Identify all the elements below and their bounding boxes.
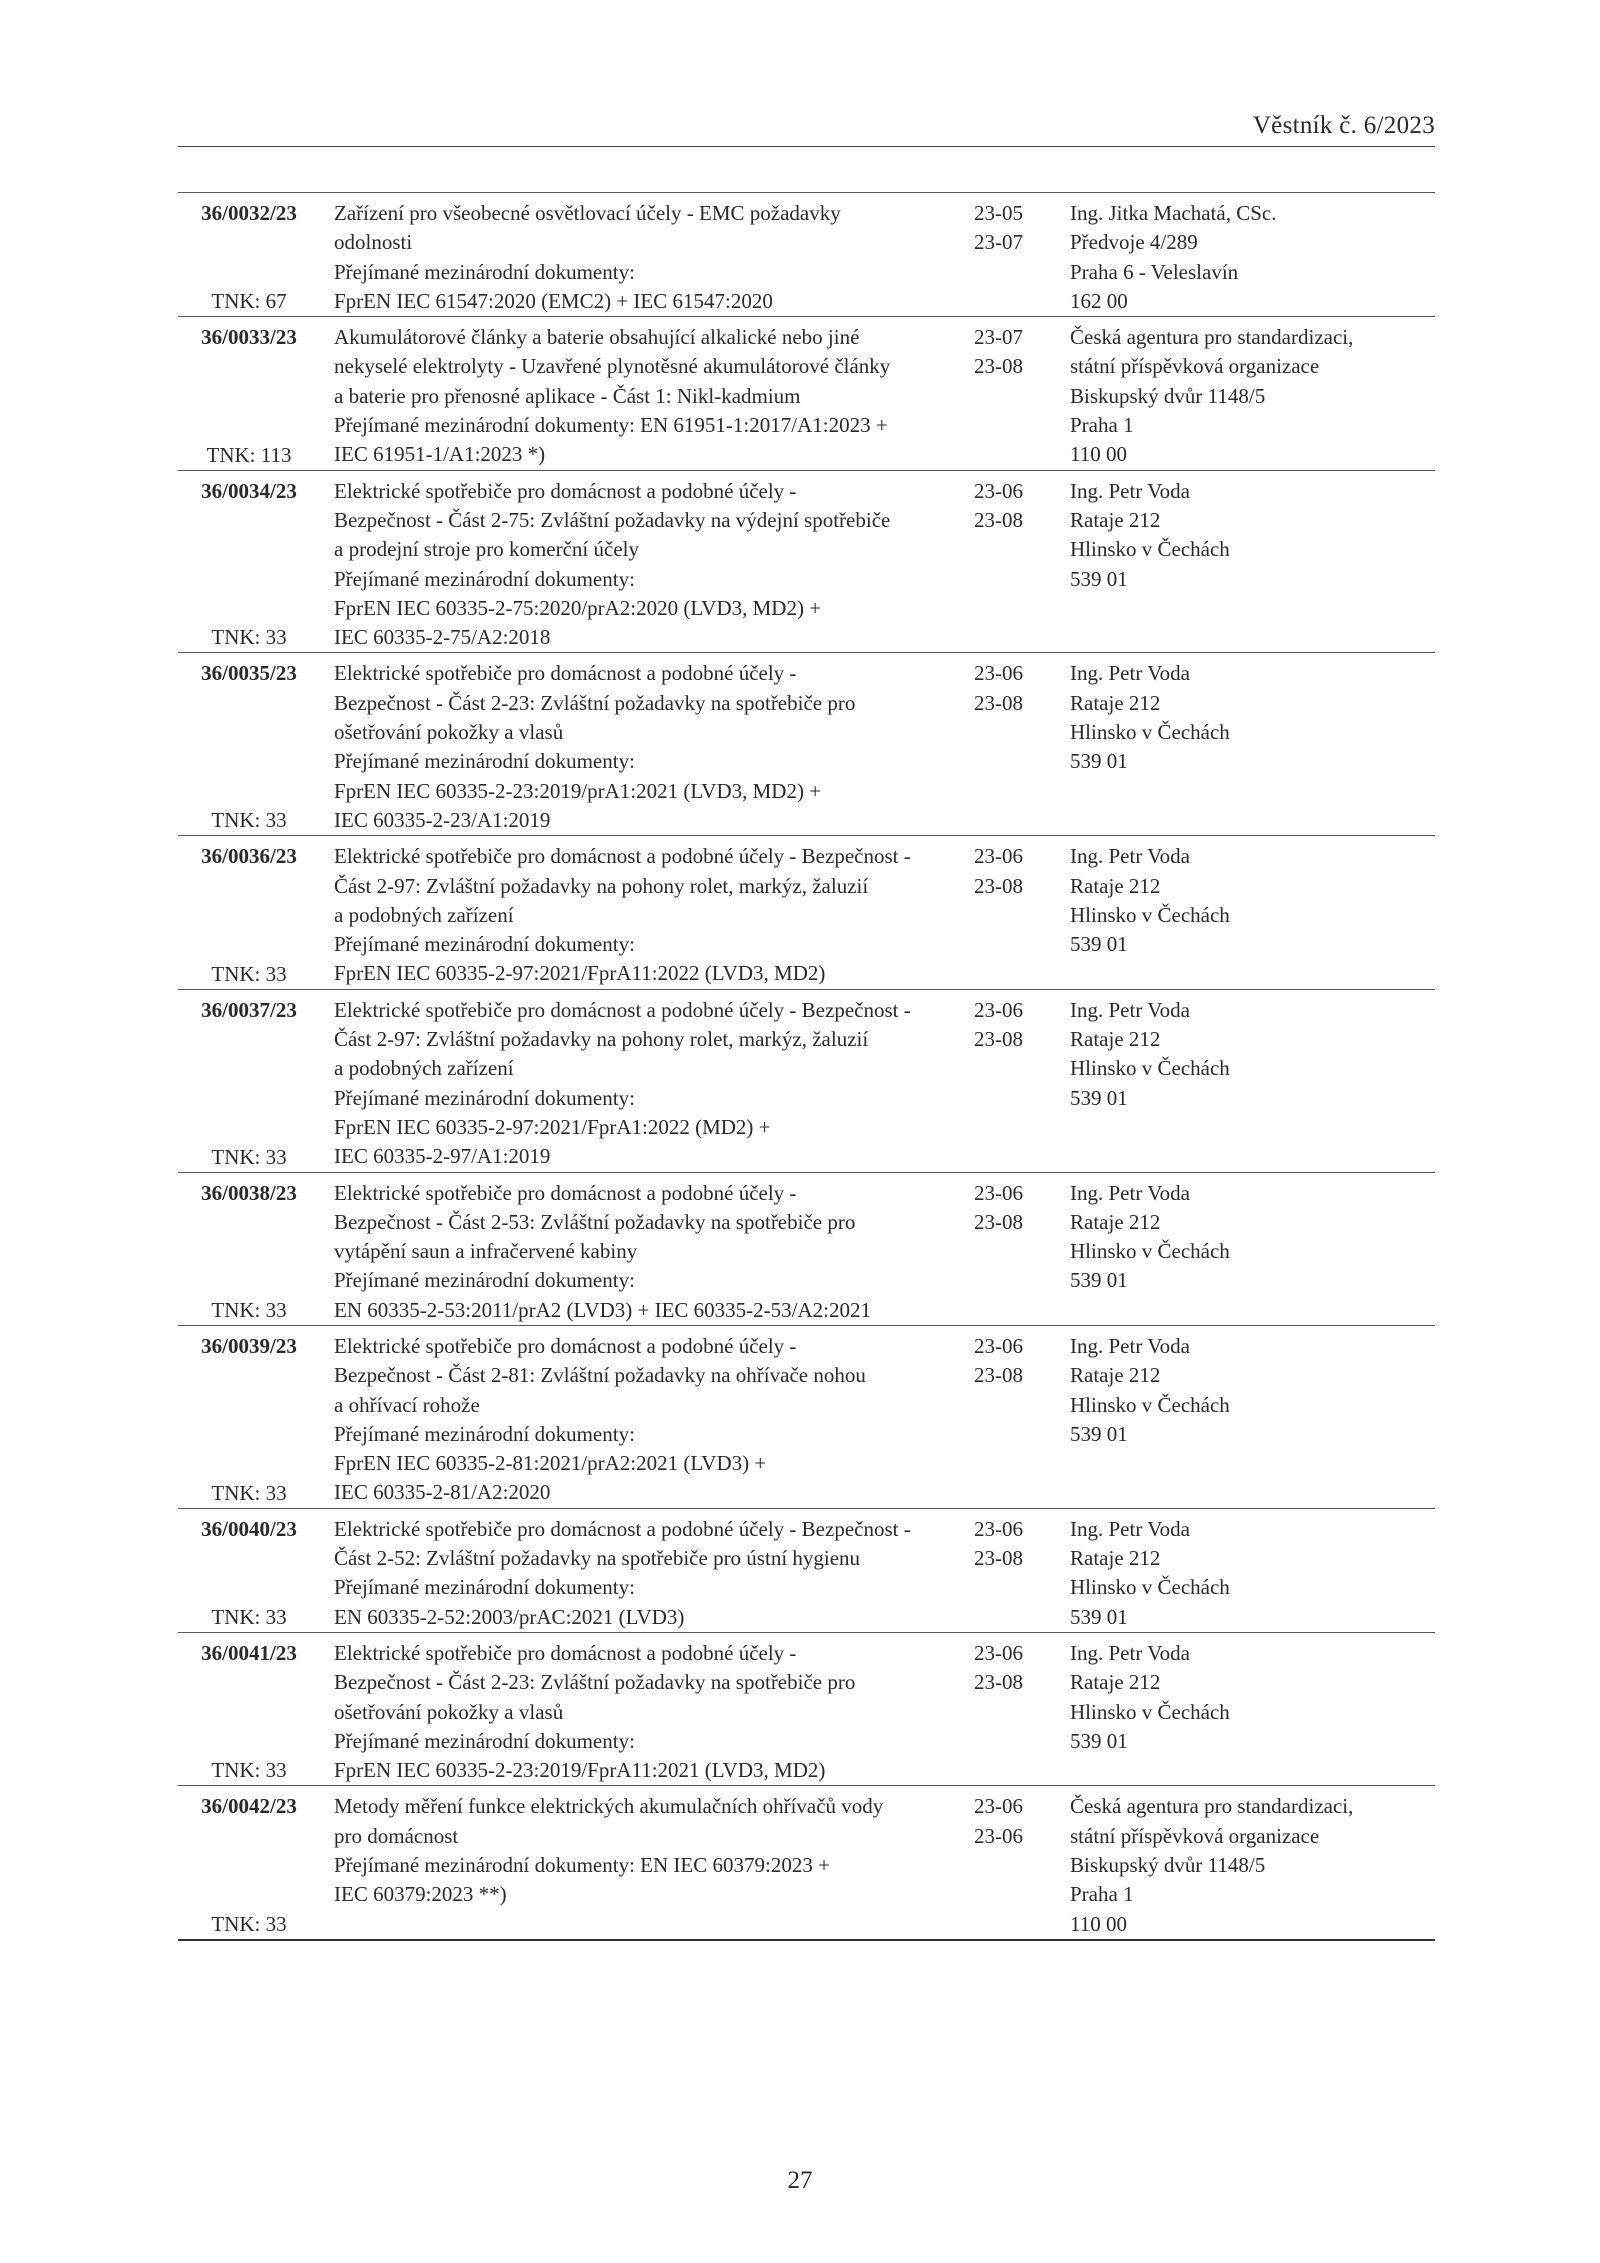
title-line: FprEN IEC 60335-2-97:2021/FprA11:2022 (LVD3, MD2) (334, 961, 826, 986)
address-line: Biskupský dvůr 1148/5 (1070, 1853, 1266, 1878)
tnk-number: TNK: 113 (206, 442, 292, 467)
row-id-cell (178, 842, 308, 988)
table-row (178, 1633, 1435, 1786)
address-line: Praha 1 (1070, 1882, 1134, 1907)
date-line: 23-08 (974, 1027, 1023, 1052)
date-line: 23-08 (974, 507, 1023, 532)
title-line: Elektrické spotřebiče pro domácnost a podobné účely - (334, 661, 797, 686)
table-row (178, 471, 1435, 654)
title-line: FprEN IEC 60335-2-97:2021/FprA1:2022 (MD2) + (334, 1114, 771, 1139)
date-line: 23-06 (974, 844, 1023, 869)
title-line: Elektrické spotřebiče pro domácnost a podobné účely - Bezpečnost - (334, 844, 911, 869)
date-line: 23-06 (974, 1180, 1023, 1205)
title-cell (308, 1639, 974, 1785)
dates-cell (974, 1792, 1064, 1938)
address-cell (1064, 199, 1435, 316)
address-cell (1064, 477, 1435, 653)
title-line: Přejímané mezinárodní dokumenty: (334, 749, 635, 774)
address-line: 539 01 (1070, 1421, 1128, 1446)
title-line: Bezpečnost - Část 2-23: Zvláštní požadavky na spotřebiče pro (334, 1670, 856, 1695)
table-row (178, 836, 1435, 989)
page-header (178, 112, 1435, 147)
title-line: IEC 60335-2-81/A2:2020 (334, 1480, 551, 1505)
project-number: 36/0033/23 (201, 325, 297, 350)
project-number: 36/0037/23 (201, 997, 297, 1022)
address-line: Hlinsko v Čechách (1070, 1392, 1230, 1417)
date-line: 23-08 (974, 354, 1023, 379)
title-line: Elektrické spotřebiče pro domácnost a podobné účely - Bezpečnost - (334, 1516, 911, 1541)
date-line: 23-08 (974, 1209, 1023, 1234)
address-line: 539 01 (1070, 932, 1128, 957)
project-number: 36/0042/23 (201, 1794, 297, 1819)
project-number: 36/0041/23 (201, 1640, 297, 1665)
date-line: 23-06 (974, 1640, 1023, 1665)
project-number: 36/0034/23 (201, 478, 297, 503)
title-line: FprEN IEC 60335-2-23:2019/prA1:2021 (LVD3, MD2) + (334, 778, 822, 803)
date-line: 23-06 (974, 661, 1023, 686)
dates-cell (974, 1179, 1064, 1325)
title-line: IEC 60335-2-75/A2:2018 (334, 625, 551, 650)
table-row (178, 990, 1435, 1173)
address-line: Rataje 212 (1070, 690, 1161, 715)
address-cell (1064, 1332, 1435, 1508)
address-line: Česká agentura pro standardizaci, (1070, 1794, 1354, 1819)
address-line: Hlinsko v Čechách (1070, 537, 1230, 562)
address-line: Praha 6 - Veleslavín (1070, 259, 1239, 284)
title-line: Akumulátorové články a baterie obsahující alkalické nebo jiné (334, 325, 860, 350)
address-line: 539 01 (1070, 1604, 1128, 1629)
tnk-number: TNK: 67 (211, 289, 287, 314)
address-line: státní příspěvková organizace (1070, 1823, 1320, 1848)
address-cell (1064, 1179, 1435, 1325)
address-cell (1064, 1515, 1435, 1632)
address-line: Rataje 212 (1070, 507, 1161, 532)
address-line: Rataje 212 (1070, 873, 1161, 898)
dates-cell (974, 323, 1064, 469)
address-line: Ing. Petr Voda (1070, 478, 1190, 503)
row-id-cell (178, 996, 308, 1172)
address-cell (1064, 996, 1435, 1172)
address-line: Rataje 212 (1070, 1027, 1161, 1052)
address-line: Hlinsko v Čechách (1070, 1575, 1230, 1600)
project-number: 36/0038/23 (201, 1180, 297, 1205)
title-line: Přejímané mezinárodní dokumenty: (334, 1421, 635, 1446)
title-line: FprEN IEC 60335-2-23:2019/FprA11:2021 (LVD3, MD2) (334, 1758, 826, 1783)
address-cell (1064, 842, 1435, 988)
address-line: 539 01 (1070, 1268, 1128, 1293)
dates-cell (974, 1639, 1064, 1785)
address-line: Hlinsko v Čechách (1070, 1699, 1230, 1724)
address-line: Hlinsko v Čechách (1070, 1239, 1230, 1264)
address-cell (1064, 659, 1435, 835)
tnk-number: TNK: 33 (211, 1604, 287, 1629)
row-id-cell (178, 1515, 308, 1632)
address-line: Biskupský dvůr 1148/5 (1070, 383, 1266, 408)
row-id-cell (178, 477, 308, 653)
date-line: 23-08 (974, 1363, 1023, 1388)
title-line: Část 2-97: Zvláštní požadavky na pohony rolet, markýz, žaluzií (334, 1027, 869, 1052)
date-line: 23-06 (974, 1823, 1023, 1848)
address-line: 110 00 (1070, 442, 1127, 467)
address-line: Hlinsko v Čechách (1070, 1056, 1230, 1081)
title-line: Přejímané mezinárodní dokumenty: (334, 1085, 635, 1110)
row-id-cell (178, 199, 308, 316)
date-line: 23-07 (974, 325, 1023, 350)
title-line: vytápění saun a infračervené kabiny (334, 1239, 638, 1264)
tnk-number: TNK: 33 (211, 1480, 287, 1505)
date-line: 23-07 (974, 230, 1023, 255)
address-line: Ing. Petr Voda (1070, 1180, 1190, 1205)
title-line: IEC 61951-1/A1:2023 *) (334, 442, 546, 467)
title-cell (308, 1332, 974, 1508)
address-line: Ing. Petr Voda (1070, 1640, 1190, 1665)
tnk-number: TNK: 33 (211, 1758, 287, 1783)
title-line: FprEN IEC 61547:2020 (EMC2) + IEC 61547:2020 (334, 288, 773, 313)
title-line: IEC 60379:2023 **) (334, 1882, 507, 1907)
title-line: Část 2-97: Zvláštní požadavky na pohony rolet, markýz, žaluzií (334, 873, 869, 898)
title-line: Bezpečnost - Část 2-23: Zvláštní požadavky na spotřebiče pro (334, 690, 856, 715)
title-line: FprEN IEC 60335-2-75:2020/prA2:2020 (LVD3, MD2) + (334, 595, 822, 620)
dates-cell (974, 659, 1064, 835)
address-line: Hlinsko v Čechách (1070, 902, 1230, 927)
title-cell (308, 1515, 974, 1632)
address-line: Ing. Petr Voda (1070, 1516, 1190, 1541)
title-line: EN 60335-2-53:2011/prA2 (LVD3) + IEC 60335-2-53/A2:2021 (334, 1297, 871, 1322)
title-line: ošetřování pokožky a vlasů (334, 1699, 564, 1724)
title-line: Přejímané mezinárodní dokumenty: (334, 932, 635, 957)
title-line: nekyselé elektrolyty - Uzavřené plynotěsné akumulátorové články (334, 354, 891, 379)
page-number: 27 (787, 2167, 813, 2194)
date-line: 23-06 (974, 1516, 1023, 1541)
address-line: Předvoje 4/289 (1070, 230, 1198, 255)
table-row (178, 1173, 1435, 1326)
title-line: Metody měření funkce elektrických akumulačních ohřívačů vody (334, 1794, 884, 1819)
title-line: Část 2-52: Zvláštní požadavky na spotřebiče pro ústní hygienu (334, 1546, 861, 1571)
title-line: Přejímané mezinárodní dokumenty: (334, 259, 635, 284)
dates-cell (974, 1332, 1064, 1508)
title-line: Elektrické spotřebiče pro domácnost a podobné účely - (334, 1640, 797, 1665)
title-line: a podobných zařízení (334, 902, 514, 927)
project-number: 36/0035/23 (201, 661, 297, 686)
tnk-number: TNK: 33 (211, 1911, 287, 1936)
title-line: EN 60335-2-52:2003/prAC:2021 (LVD3) (334, 1604, 685, 1629)
address-line: Rataje 212 (1070, 1546, 1161, 1571)
address-line: 110 00 (1070, 1911, 1127, 1936)
row-id-cell (178, 1792, 308, 1938)
title-line: a ohřívací rohože (334, 1392, 480, 1417)
tnk-number: TNK: 33 (211, 625, 287, 650)
address-cell (1064, 1639, 1435, 1785)
address-line: 539 01 (1070, 1085, 1128, 1110)
address-line: státní příspěvková organizace (1070, 354, 1320, 379)
title-line: a podobných zařízení (334, 1056, 514, 1081)
title-line: Přejímané mezinárodní dokumenty: (334, 566, 635, 591)
title-line: Přejímané mezinárodní dokumenty: (334, 1728, 635, 1753)
row-id-cell (178, 659, 308, 835)
project-number: 36/0036/23 (201, 844, 297, 869)
title-line: ošetřování pokožky a vlasů (334, 720, 564, 745)
title-line: Přejímané mezinárodní dokumenty: (334, 1575, 635, 1600)
date-line: 23-05 (974, 201, 1023, 225)
project-number: 36/0032/23 (201, 201, 297, 225)
dates-cell (974, 477, 1064, 653)
address-line: Ing. Petr Voda (1070, 997, 1190, 1022)
standards-table (178, 192, 1435, 1941)
table-row (178, 1509, 1435, 1633)
date-line: 23-08 (974, 1670, 1023, 1695)
dates-cell (974, 996, 1064, 1172)
address-line: Ing. Jitka Machatá, CSc. (1070, 201, 1277, 225)
title-line: IEC 60335-2-97/A1:2019 (334, 1144, 551, 1169)
address-line: Rataje 212 (1070, 1209, 1161, 1234)
title-cell (308, 842, 974, 988)
date-line: 23-06 (974, 478, 1023, 503)
title-line: Elektrické spotřebiče pro domácnost a podobné účely - Bezpečnost - (334, 997, 911, 1022)
row-id-cell (178, 1639, 308, 1785)
title-cell (308, 1179, 974, 1325)
title-line: Bezpečnost - Část 2-81: Zvláštní požadavky na ohřívače nohou (334, 1363, 866, 1388)
title-cell (308, 996, 974, 1172)
row-id-cell (178, 1332, 308, 1508)
address-line: Rataje 212 (1070, 1363, 1161, 1388)
date-line: 23-06 (974, 1794, 1023, 1819)
title-line: Přejímané mezinárodní dokumenty: EN 61951-1:2017/A1:2023 + (334, 413, 888, 438)
address-line: Česká agentura pro standardizaci, (1070, 325, 1354, 350)
address-line: Hlinsko v Čechách (1070, 720, 1230, 745)
table-row (178, 653, 1435, 836)
table-row (178, 193, 1435, 317)
address-line: Praha 1 (1070, 413, 1134, 438)
title-line: odolnosti (334, 230, 413, 255)
address-line: 539 01 (1070, 749, 1128, 774)
date-line: 23-06 (974, 997, 1023, 1022)
project-number: 36/0039/23 (201, 1333, 297, 1358)
title-line: pro domácnost (334, 1823, 459, 1848)
title-line: IEC 60335-2-23/A1:2019 (334, 807, 551, 832)
date-line: 23-08 (974, 690, 1023, 715)
date-line: 23-08 (974, 873, 1023, 898)
tnk-number: TNK: 33 (211, 1297, 287, 1322)
address-line: Rataje 212 (1070, 1670, 1161, 1695)
title-line: Elektrické spotřebiče pro domácnost a podobné účely - (334, 1333, 797, 1358)
address-cell (1064, 323, 1435, 469)
address-line: 539 01 (1070, 1728, 1128, 1753)
title-cell (308, 1792, 974, 1938)
row-id-cell (178, 323, 308, 469)
address-line: Ing. Petr Voda (1070, 844, 1190, 869)
table-row (178, 317, 1435, 470)
title-cell (308, 659, 974, 835)
title-cell (308, 323, 974, 469)
title-line: a baterie pro přenosné aplikace - Část 1: Nikl-kadmium (334, 383, 801, 408)
title-line: Elektrické spotřebiče pro domácnost a podobné účely - (334, 1180, 797, 1205)
tnk-number: TNK: 33 (211, 1144, 287, 1169)
dates-cell (974, 1515, 1064, 1632)
title-line: Přejímané mezinárodní dokumenty: (334, 1268, 635, 1293)
date-line: 23-08 (974, 1546, 1023, 1571)
address-line: Ing. Petr Voda (1070, 1333, 1190, 1358)
dates-cell (974, 199, 1064, 316)
tnk-number: TNK: 33 (211, 961, 287, 986)
title-line: FprEN IEC 60335-2-81:2021/prA2:2021 (LVD3) + (334, 1451, 767, 1476)
title-line: Přejímané mezinárodní dokumenty: EN IEC 60379:2023 + (334, 1853, 830, 1878)
table-row (178, 1326, 1435, 1509)
date-line: 23-06 (974, 1333, 1023, 1358)
dates-cell (974, 842, 1064, 988)
address-line: Ing. Petr Voda (1070, 661, 1190, 686)
address-cell (1064, 1792, 1435, 1938)
project-number: 36/0040/23 (201, 1516, 297, 1541)
table-row (178, 1786, 1435, 1940)
tnk-number: TNK: 33 (211, 808, 287, 833)
title-cell (308, 199, 974, 316)
title-line: Elektrické spotřebiče pro domácnost a podobné účely - (334, 478, 797, 503)
title-line: Zařízení pro všeobecné osvětlovací účely - EMC požadavky (334, 201, 841, 225)
title-line: Bezpečnost - Část 2-75: Zvláštní požadavky na výdejní spotřebiče (334, 507, 891, 532)
title-line: Bezpečnost - Část 2-53: Zvláštní požadavky na spotřebiče pro (334, 1209, 856, 1234)
journal-title: Věstník č. 6/2023 (1252, 112, 1435, 139)
title-cell (308, 477, 974, 653)
row-id-cell (178, 1179, 308, 1325)
address-line: 162 00 (1070, 288, 1128, 313)
address-line: 539 01 (1070, 566, 1128, 591)
title-line: a prodejní stroje pro komerční účely (334, 537, 639, 562)
